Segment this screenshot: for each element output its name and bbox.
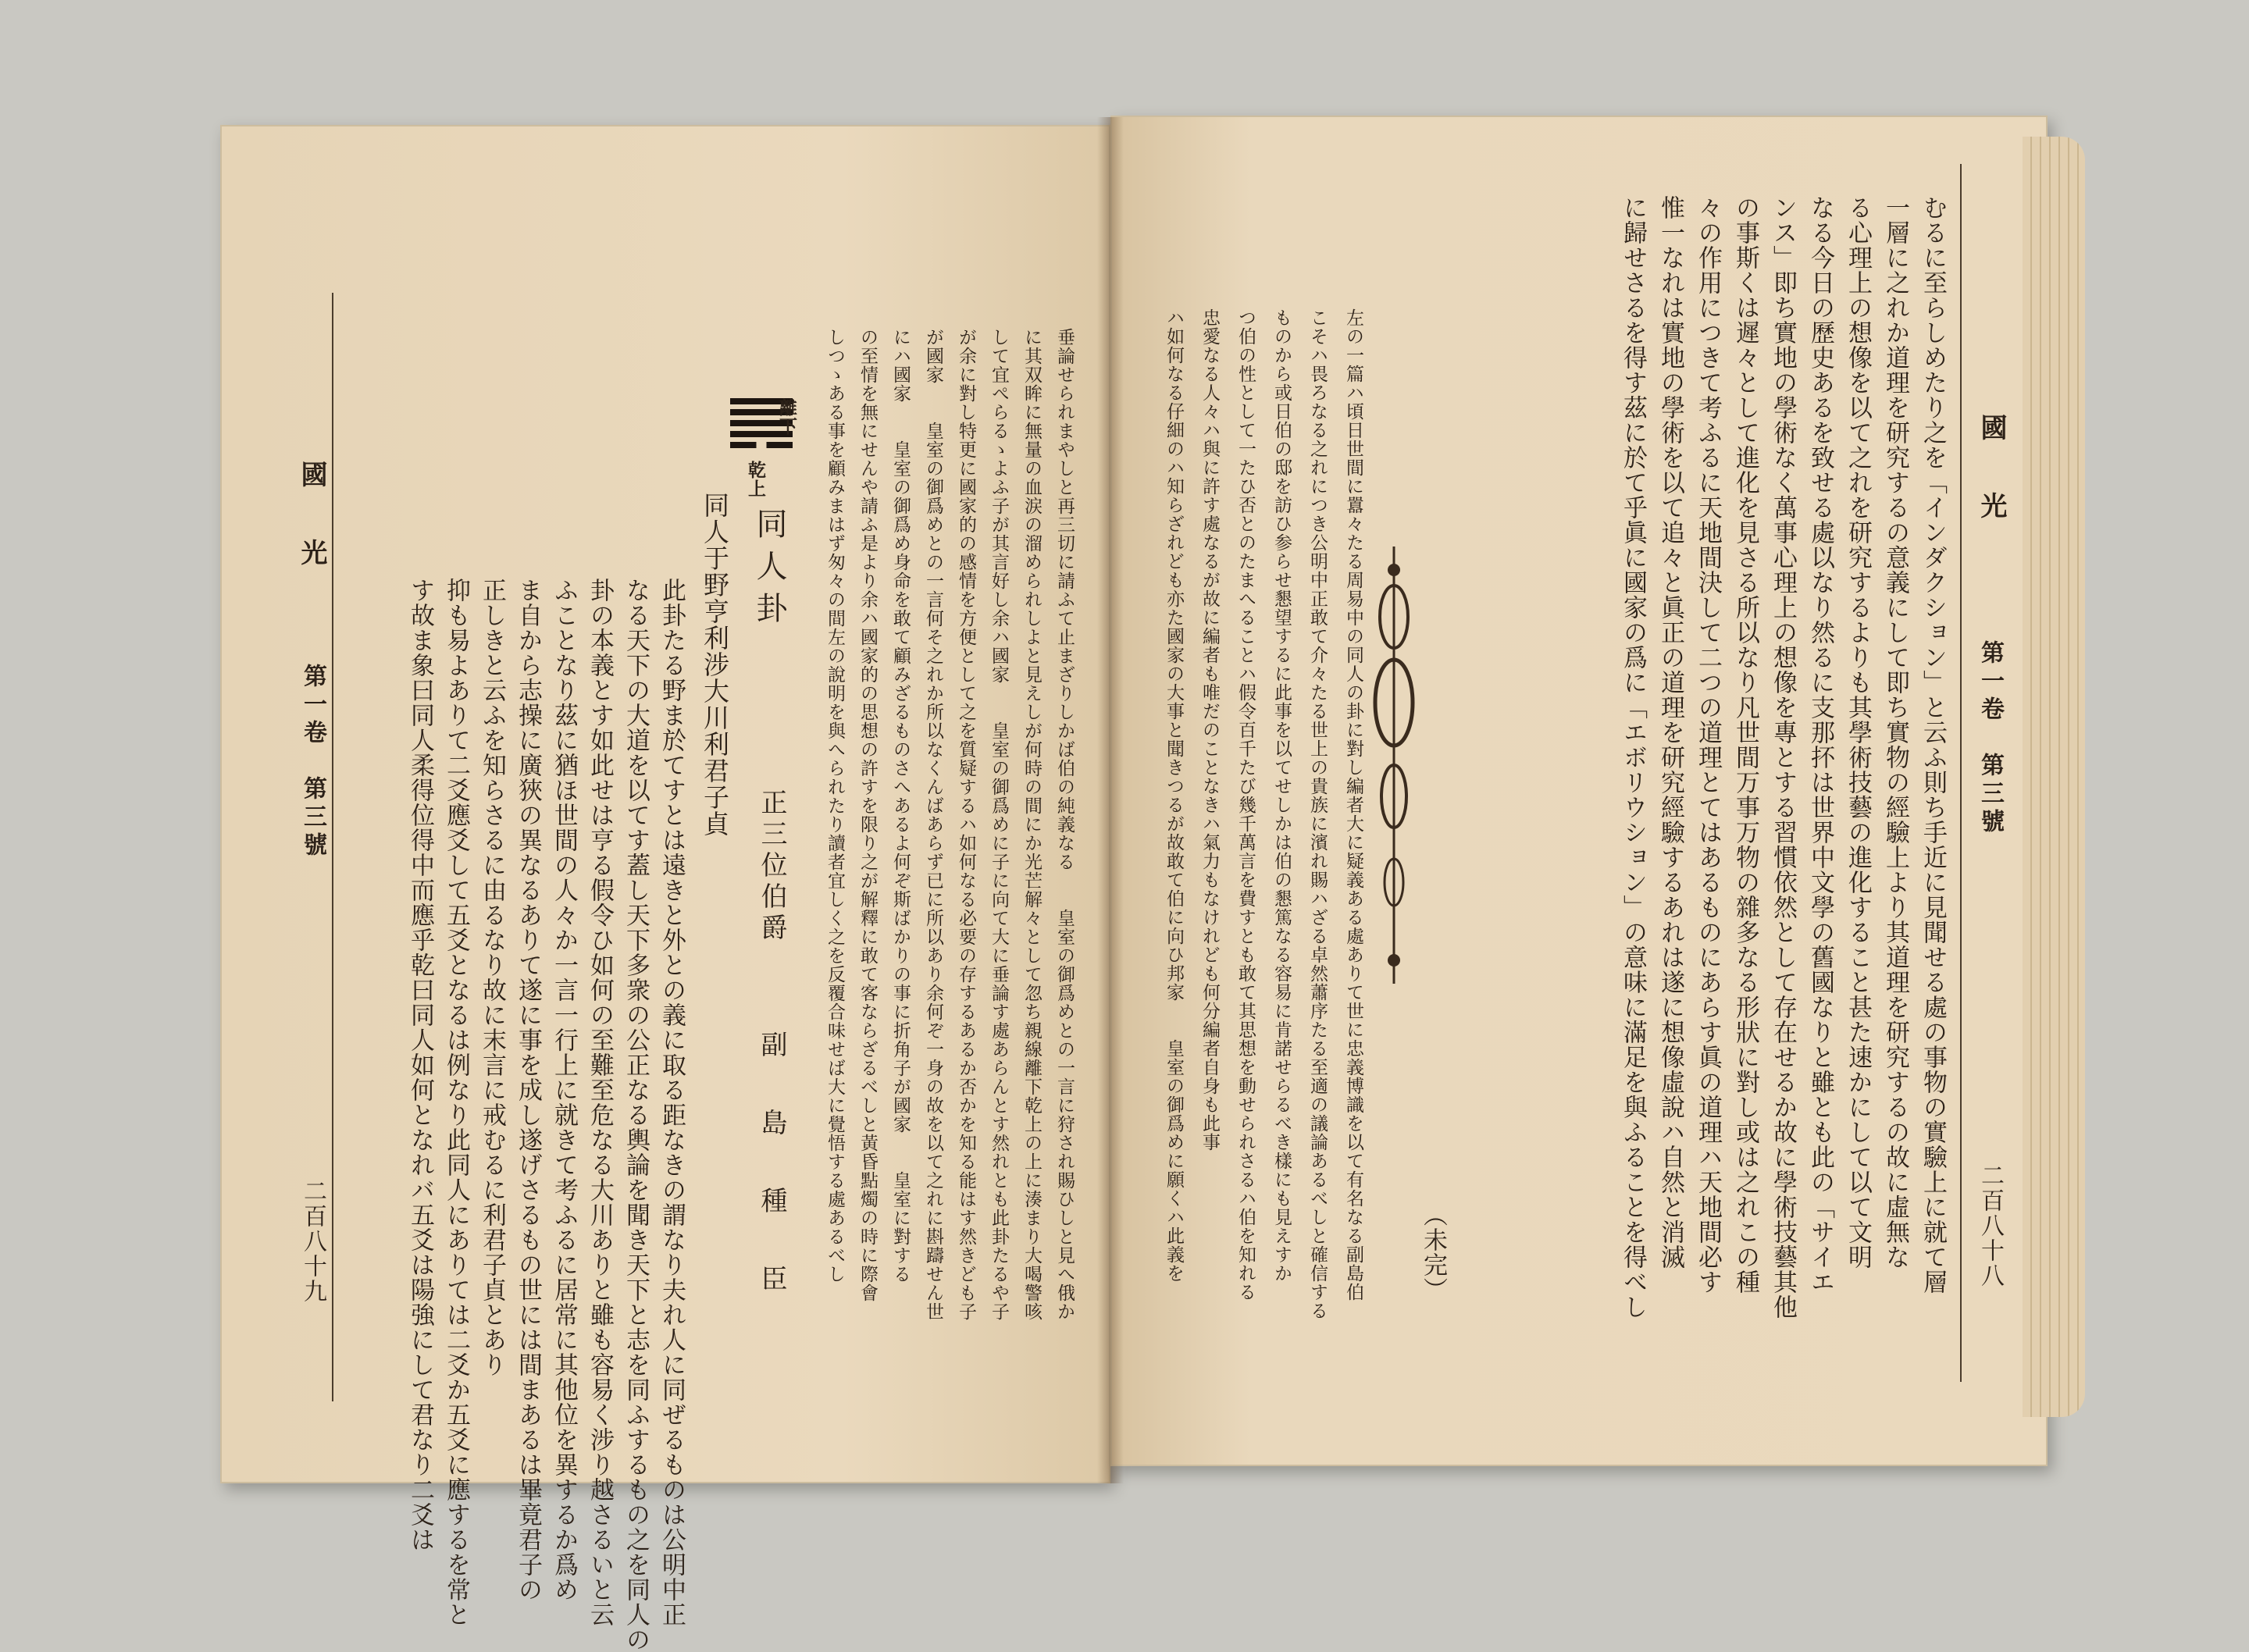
right-header-title: 國 光	[1976, 414, 2007, 531]
notice-column: 忠愛なる人々ハ與に許す處なるが故に編者も唯だのことなきハ氣力もなけれども何分編者自身も此事	[1199, 308, 1220, 1152]
text-column: る心理上の想像を以て之れを研究するよりも其學術技藝の進化すること甚た速かにして以て文明	[1844, 195, 1872, 1269]
page-edges	[2023, 137, 2085, 1417]
right-header-volume: 第一卷 第三號	[1976, 640, 2004, 837]
text-column: ま自から志操に廣狹の異なるありて遂に事を成し遂げさるもの世には間まあるは畢竟君子の	[514, 578, 542, 1602]
author-rank: 正三位伯爵	[756, 789, 787, 945]
notice-column: の至情を無にせんや請ふ是より余ハ國家的の思想の許すを限り之が解釋に敢て客ならざるべしと黃昏點燭の時に際會	[857, 328, 878, 1302]
end-mark: （未完）	[1419, 1202, 1447, 1302]
text-column: に歸せさるを得す茲に於て乎眞に國家の爲に「エボリウション」の意味に滿足を與ふることを得べし	[1619, 195, 1647, 1319]
hexagram-label-lower: 離下	[776, 398, 797, 436]
text-column: 卦の本義とす如此せは亨る假令ひ如何の至難至危なる大川ありと雖も容易く涉り越さるいと云	[586, 578, 614, 1627]
text-column: 々の作用につきて考ふるに天地間決して二つの道理とてはあるものにあらす眞の道理ハ天地間必す	[1694, 195, 1722, 1294]
left-header-rule	[332, 293, 333, 1401]
left-page-number: 二百八十九	[299, 1179, 326, 1304]
text-column: なる天下の大道を以てす蓋し天下多衆の公正なる輿論を聞き天下と志を同ふするもの之を同人の	[622, 578, 650, 1652]
notice-column: にハ國家 皇室の御爲め身命を敢て顧みざるものさへあるよ何ぞ斯ばかりの事に折角子が國家 皇室に對する	[890, 328, 911, 1284]
text-column: 抑も易よありて二爻應爻して五爻となるは例なり此同人にありては二爻か五爻に應するを常と	[442, 578, 470, 1627]
text-column: す故ま象曰同人柔得位得中而應乎乾曰同人如何となれバ五爻は陽強にして君なり二爻は	[406, 578, 434, 1552]
ornamental-divider	[1370, 547, 1417, 984]
notice-column: 垂論せられまやしと再三切に請ふて止まざりしかば伯の純義なる 皇室の御爲めとの一言に狩され賜ひしと見へ俄か	[1054, 328, 1075, 1321]
right-main-text	[1480, 195, 1948, 1351]
notice-column: に其双眸に無量の血涙の溜められしよと見えしが何時の間にか光芒解々として忽ち親線離下乾上の上に湊まり大喝警咳	[1021, 328, 1042, 1321]
hexagram-label-upper: 乾上	[745, 461, 766, 498]
text-column: 正しきと云ふを知らさるに由るなり故に末言に戒むるに利君子貞とあり	[478, 578, 506, 1377]
left-header-title: 國 光	[296, 461, 327, 578]
notice-column: 左の一篇ハ頃日世間に囂々たる周易中の同人の卦に對し編者大に疑義ある處ありて世に忠義博識を以て有名なる副島伯	[1343, 308, 1363, 1301]
notice-column: して宜ぺらるゝよふ子が其言好し余ハ國家 皇室の御爲めに子に向て大に垂論す處あらんとす然れとも此卦たるや子	[989, 328, 1009, 1321]
section-title: 同人卦	[751, 507, 787, 634]
right-header-rule	[1960, 164, 1962, 1382]
text-column: 一層に之れか道理を研究するの意義にして即ち實物の經驗上より其道理を研究するの故に虛無な	[1881, 195, 1909, 1269]
notice-column: が余に對し特更に國家的の感情を方便として之を質疑するハ如何なる必要の存するあるか否かを知る能はす然きども子	[956, 328, 976, 1321]
text-column: の事斯くは遲々として進化を見さる所以なり凡世間万事万物の雜多なる形狀に對し或は之れこの種	[1731, 195, 1759, 1294]
notice-column: ものから或日伯の邸を訪ひ参らせ懇望するに此事を以てせしかは伯の懇篤なる容易に肯諾せらるべき樣にも見えすか	[1271, 308, 1292, 1283]
notice-column: が國家 皇室の御爲めとの一言何そ之れか所以なくんばあらず已に所以あり余何ぞ一身の故を以て之れに斟躊せん世	[923, 328, 943, 1321]
text-column: むるに至らしめたり之を「インダクション」と云ふ則ち手近に見聞せる處の事物の實驗上に就て層	[1919, 195, 1947, 1294]
notice-column: こそハ畏ろなる之れにつき公明中正敢て介々たる世上の貴族に濱れ賜ハざる卓然蕭序たる至適の議論あるべしと確信する	[1307, 308, 1328, 1320]
author-name: 副 島 種 臣	[756, 1031, 787, 1304]
right-page-number: 二百八十八	[1976, 1163, 2004, 1288]
book-gutter	[1097, 117, 1124, 1483]
notice-column: しつゝある事を顧みまはず匆々の間左の說明を與へられたり讀者宜しく之を反覆合味せば大に覺悟する處あるべし	[825, 328, 845, 1284]
left-notice-text	[812, 328, 1078, 1343]
text-column: なる今日の歷史あるを致せる處以なり然るに支那抔は世界中文學の舊國なりと雖とも此の「サイエ	[1806, 195, 1834, 1294]
text-column: ふことなり茲に猶ほ世間の人々か一言一行上に就きて考ふるに居常に其他位を異するか爲め	[550, 578, 578, 1602]
left-header-volume: 第一卷 第三號	[299, 664, 326, 860]
text-column: 此卦たる野ま於てすとは遠きと外との義に取る距なきの謂なり夫れ人に同ぜるものは公明中正	[658, 578, 686, 1627]
left-main-text	[351, 578, 687, 1652]
notice-column: つ伯の性として一たひ否とのたまへることハ假令百千たび幾千萬言を費すとも敢て其思想を動せられさるハ伯を知れる	[1235, 308, 1256, 1301]
text-column: 惟一なれは實地の學術を以て追々と眞正の道理を研究經驗するあれは遂に想像虛說ハ自然と消滅	[1656, 195, 1684, 1269]
hexagram-text: 同人于野亨利涉大川利君子貞	[700, 492, 730, 837]
text-column: ンス」即ち實地の學術なく萬事心理上の想像を專とする習慣依然として存在せるか故に學術技藝其他	[1769, 195, 1797, 1319]
right-notice-text	[1148, 308, 1367, 1320]
notice-column: ハ如何なる仔細のハ知らざれども亦た國家の大事と聞きつるが故敢て伯に向ひ邦家 皇室の御爲めに願くハ此義を	[1164, 308, 1184, 1283]
